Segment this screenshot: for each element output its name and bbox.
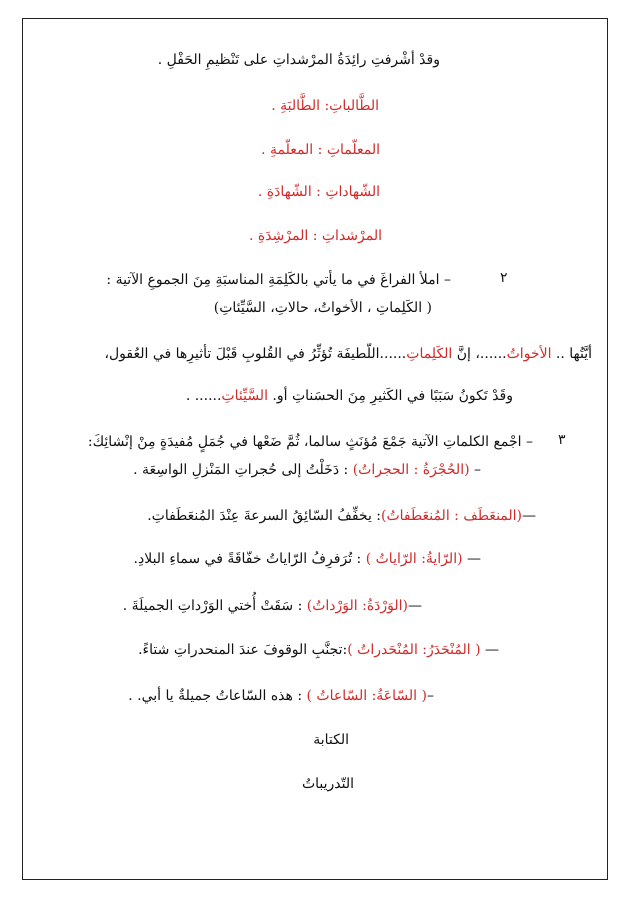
answer-word: السَّيِّئاتِ	[221, 388, 268, 404]
answer-line	[123, 596, 422, 616]
answer-plural: (الوَرْدَةُ: الوَرْداتُ)	[306, 598, 408, 614]
answer-word: الكَلِماتِ	[406, 346, 453, 362]
sentence-text: أيَّتُها ..	[551, 346, 592, 362]
answer-plural: (المنعَطَف : المُنعَطَفاتُ)	[381, 508, 522, 524]
dash: –	[469, 462, 481, 478]
answer-sentence: : سَقَتْ أُختي الوَرْداتِ الجميلَةَ .	[122, 598, 307, 614]
answer-sentence: : يخفِّفُ السّائِقُ السرعةَ عِنْدَ المُنعَطَفاتِ.	[147, 508, 382, 524]
word-choices: ( الكَلِماتِ ، الأخواتُ، حالاتِ، السَّيِّئاتِ)	[213, 300, 432, 316]
answer-line	[128, 686, 434, 706]
section-heading: التّدريباتُ	[301, 776, 354, 792]
answer-sentence: :تجنَّبِ الوقوفَ عندَ المنحدراتِ شتاءً.	[138, 642, 348, 658]
fill-sentence	[104, 344, 592, 364]
answer-line	[134, 549, 481, 569]
sentence-text: ...... .	[185, 388, 222, 404]
answer-sentence: : هذه السّاعاتُ جميلةٌ يا أبي. .	[128, 688, 307, 704]
question-instruction: – املأ الفراغَ في ما يأتي بالكَلِمَةِ المناسبَةِ مِنَ الجموعِ الآتية :	[106, 272, 451, 288]
answer-sentence: : دَخَلْتُ إلى حُجراتِ المَنْزلِ الواسِعَة .	[133, 462, 349, 478]
sentence-text: ......اللّطيفَة تُؤثِّرُ في القُلوبِ قَبْلَ تأثيرِها في العُقول،	[104, 346, 407, 362]
dash: —	[408, 598, 422, 614]
answer-sentence: : تُرَفرِفُ الرّاياتُ خفّاقَةً في سماءِ البلادِ.	[133, 551, 366, 567]
fill-sentence	[186, 386, 513, 406]
dash: —	[462, 551, 481, 567]
dash: —	[522, 508, 536, 524]
sentence-text: وقَدْ تَكونُ سَبَبًا في الكَثيرِ مِنَ الحسَناتِ أو.	[267, 388, 513, 404]
pair-line: الطَّالباتِ: الطَّالبَةِ .	[271, 98, 379, 114]
question-number: ٢	[500, 270, 508, 286]
pair-line: المعلّماتِ : المعلّمةِ .	[261, 142, 380, 158]
pair-line: المرْشداتِ : المرْشِدَةِ .	[248, 228, 382, 244]
answer-word: الأخواتُ	[506, 346, 552, 362]
answer-plural: ( المُنْحَدَرُ: المُنْحَدراتُ )	[347, 642, 481, 658]
answer-plural: (الرّايةُ: الرّاياتُ )	[365, 551, 463, 567]
section-heading: الكتابة	[313, 732, 349, 748]
answer-line	[147, 506, 536, 526]
sentence-text: ......، إنَّ	[452, 346, 507, 362]
answer-line	[138, 640, 499, 660]
answer-line	[133, 460, 481, 480]
answer-plural: (الحُجْرَةُ : الحجراتُ)	[352, 462, 470, 478]
answer-plural: ( السّاعَةُ: السّاعاتُ )	[306, 688, 427, 704]
intro-sentence: وقدْ أشْرفتِ رائِدَةُ المرْشداتِ على تَنْظيمِ الحَفْلِ .	[157, 52, 440, 68]
dash: —	[480, 642, 499, 658]
dash: –	[427, 688, 434, 704]
question-instruction: – اجْمع الكلماتِ الآتية جَمْعَ مُؤنَثٍ سالما، ثُمَّ ضَعْها في جُمَلٍ مُفيدَةٍ مِنْ إنْشائِكَ:	[87, 434, 533, 450]
pair-line: الشّهاداتِ : الشّهادَةِ .	[257, 184, 380, 200]
question-number: ٣	[558, 432, 566, 448]
